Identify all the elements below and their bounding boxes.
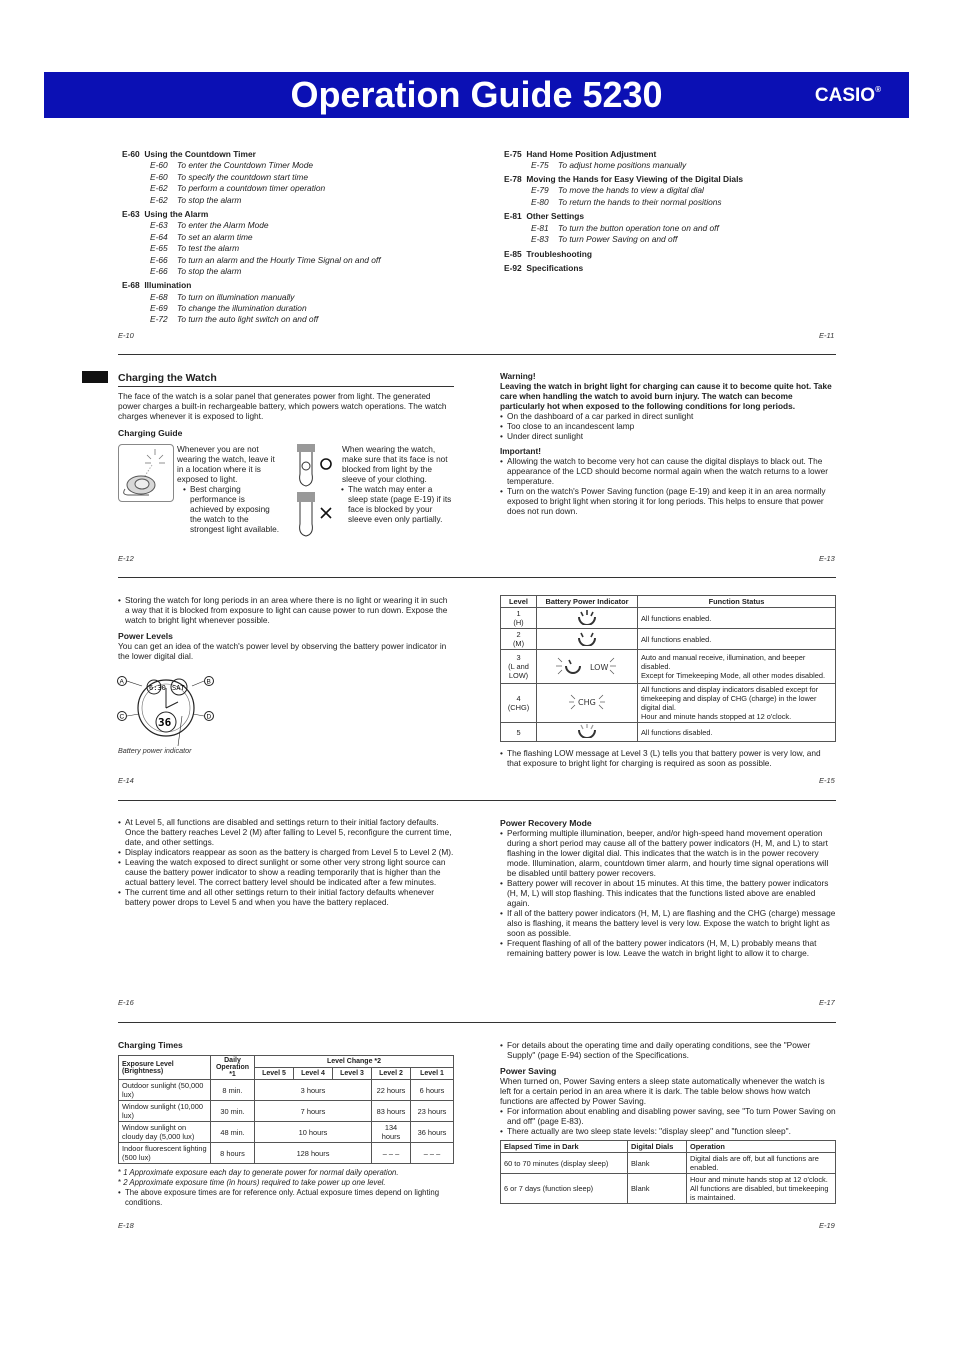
list-item: • If all of the battery power indicators (H, M, L) are flashing and the CHG (charge) message also is flashing, it means the battery level is very low. Expose the watch to bright light as soon as possible.: [507, 908, 836, 938]
page-number: E-18: [118, 1221, 134, 1230]
battery-indicator-l-icon: [537, 650, 638, 684]
table-cell: 8 min.: [211, 1080, 255, 1101]
divider: [118, 800, 836, 801]
list-item: • Under direct sunlight: [507, 431, 836, 441]
table-header: Digital Dials: [628, 1141, 687, 1153]
table-cell: 3 hours: [255, 1080, 372, 1101]
warning-section: [500, 371, 836, 516]
table-cell: 134 hours: [372, 1122, 411, 1143]
battery-indicator-h-icon: [537, 608, 638, 629]
table-cell: 48 min.: [211, 1122, 255, 1143]
table-cell: Window sunlight on cloudy day (5,000 lux): [119, 1122, 211, 1143]
list-item: • Leaving the watch exposed to direct sunlight or some other very strong light source can cause the battery power indicator to show a reading temporarily that is higher than the actual battery level. The correct battery level should be indicated after a few minutes.: [125, 857, 454, 887]
table-header: Level 2: [372, 1068, 411, 1080]
list-item: • For details about the operating time and daily operating conditions, see the "Power Supply" (page E-94) section of the Specifications.: [507, 1040, 836, 1060]
diagram-caption: Battery power indicator: [118, 746, 192, 755]
list-item: • For information about enabling and disabling power saving, see "To turn Power Saving on and off" (page E-83).: [507, 1106, 836, 1126]
toc-left: E-60 Using the Countdown Timer E-60 To enter the Countdown Timer Mode E-60 To specify the countdown start time E-62 To perform a countdown timer operation E-62 To stop the alarm E-63 Using the Alarm E-63 To enter the Alarm Mode E-64 To set an alarm time E-65 To test the alarm E-66 To turn an alarm and the Hourly Time Signal on and off E-66 To stop the alarm E-68 Illumination E-68 To turn on illumination manually E-69 To change the illumination duration E-72 To turn the auto light switch on and off: [122, 149, 381, 324]
power-levels-section: [118, 595, 454, 661]
charging-times-table: [118, 1055, 454, 1164]
table-cell: – – –: [372, 1143, 411, 1164]
button-c-label: C: [119, 713, 125, 721]
charge-indicator-icon: [537, 684, 638, 723]
heading-rule: [118, 386, 454, 387]
table-cell: 5: [501, 723, 537, 742]
power-saving-table: [500, 1140, 836, 1204]
power-recovery-heading: Power Recovery Mode: [500, 818, 592, 828]
table-cell: – – –: [411, 1143, 454, 1164]
charging-guide-heading: Charging Guide: [118, 428, 183, 438]
important-label: Important!: [500, 446, 542, 456]
table-header: Level 3: [333, 1068, 372, 1080]
button-b-label: B: [206, 678, 211, 686]
table-cell: Hour and minute hands stop at 12 o'clock. All functions are disabled, but timekeeping is maintained.: [687, 1174, 836, 1204]
table-cell: Window sunlight (10,000 lux): [119, 1101, 211, 1122]
table-cell: 4 (CHG): [501, 684, 537, 723]
page-number: E-12: [118, 554, 134, 563]
table-header: Daily Operation *1: [211, 1056, 255, 1080]
list-item: • At Level 5, all functions are disabled and settings return to their initial factory defaults. Once the battery reaches Level 2 (M) after falling to Level 5, reconfigure the current time, date, and other settings.: [125, 817, 454, 847]
table-cell: All functions and display indicators disabled except for timekeeping and display of CHG (charge) in the lower digital dial. Hour and minute hands stopped at 12 o'clock.: [638, 684, 836, 723]
battery-indicator-empty-icon: [537, 723, 638, 742]
table-cell: 83 hours: [372, 1101, 411, 1122]
page-number: E-17: [819, 998, 835, 1007]
power-levels-text: You can get an idea of the watch's power level by observing the battery power indicator in the lower digital dial.: [118, 641, 447, 661]
casio-logo: CASIO®: [814, 85, 881, 106]
page-number: E-14: [118, 776, 134, 785]
list-item: • Storing the watch for long periods in an area where there is no light or wearing it in such a way that it is blocked from exposure to light can cause power to run down. Expose the watch to bright light whenever possible.: [125, 595, 454, 625]
footnote-1: * 1 Approximate exposure each day to generate power for normal daily operation.: [118, 1168, 399, 1177]
header-banner: [44, 72, 909, 118]
button-d-label: D: [206, 713, 212, 721]
table-cell: 128 hours: [255, 1143, 372, 1164]
table-cell: 6 hours: [411, 1080, 454, 1101]
list-item: • Display indicators reappear as soon as the battery is charged from Level 5 to Level 2 (M).: [125, 847, 454, 857]
charging-section: [118, 372, 454, 438]
table-header: Battery Power Indicator: [537, 596, 638, 608]
list-item: • Too close to an incandescent lamp: [507, 421, 836, 431]
list-item: • On the dashboard of a car parked in direct sunlight: [507, 411, 836, 421]
level-notes-section: [118, 817, 454, 907]
section-tab: [82, 371, 108, 383]
level-note: • The flashing LOW message at Level 3 (L) tells you that battery power is very low, and that exposure to bright light for charging is required as soon as possible.: [507, 748, 836, 768]
list-item: • Battery power will recover in about 15 minutes. At this time, the battery power indicators (H, M, L) will stop flashing. This indicates that the functions listed above are enabled again.: [507, 878, 836, 908]
table-header: Level 5: [255, 1068, 294, 1080]
table-cell: 1 (H): [501, 608, 537, 629]
table-cell: All functions enabled.: [638, 629, 836, 650]
table-cell: Indoor fluorescent lighting (500 lux): [119, 1143, 211, 1164]
table-header: Level Change *2: [255, 1056, 454, 1068]
list-item: • Frequent flashing of all of the battery power indicators (H, M, L) probably means that remaining battery power is low. Leave the watch in bright light to allow it to charge.: [507, 938, 836, 958]
watch-face-diagram: [116, 670, 216, 746]
wrist-illustration: [294, 444, 336, 538]
list-item: • Performing multiple illumination, beeper, and/or high-speed hand movement operation during a short period may cause all of the battery power indicators (H, M, and L) to start flashing in the lower digital dial. This indicates that the watch is in the power recovery mode. Illumination, alarm, countdown timer alarm, and hourly time signal operations will be disabled until battery power recovers.: [507, 828, 836, 878]
page-number: E-11: [819, 331, 835, 340]
power-level-table: [500, 595, 836, 742]
table-cell: 30 min.: [211, 1101, 255, 1122]
chg-indicator-text: CHG: [578, 698, 596, 707]
table-cell: Auto and manual receive, illumination, and beeper disabled. Except for Timekeeping Mode, all other modes disabled.: [638, 650, 836, 684]
button-a-label: A: [119, 678, 124, 686]
power-level-table-section: [500, 595, 836, 768]
table-cell: 6 or 7 days (function sleep): [501, 1174, 628, 1204]
footnote-2: * 2 Approximate exposure time (in hours) required to take power up one level.: [118, 1178, 386, 1187]
list-item: • Turn on the watch's Power Saving function (page E-19) and keep it in an area normally exposed to bright light when storing it for long periods. This helps to ensure that power does not run down.: [507, 486, 836, 516]
divider: [118, 577, 836, 578]
page-number: E-16: [118, 998, 134, 1007]
table-header: Level 1: [411, 1068, 454, 1080]
table-cell: 2 (M): [501, 629, 537, 650]
table-cell: 10 hours: [255, 1122, 372, 1143]
table-header: Exposure Level (Brightness): [119, 1056, 211, 1080]
guide-text-2: When wearing the watch, make sure that its face is not blocked from light by the sleeve of your clothing. • The watch may enter a sleep state (page E-19) if its face is blocked by your sleeve even only partially.: [342, 444, 454, 524]
battery-indicator-m-icon: [537, 629, 638, 650]
charging-intro: The face of the watch is a solar panel that generates power from light. The generated power charges a built-in rechargeable battery, which powers watch operations. The watch charges whenever it is exposed to light.: [118, 391, 447, 421]
low-indicator-text: LOW: [590, 662, 609, 672]
table-cell: Digital dials are off, but all functions are enabled.: [687, 1153, 836, 1174]
table-cell: 3 (L and LOW): [501, 650, 537, 684]
footnote-3: • The above exposure times are for reference only. Actual exposure times depend on lighting conditions.: [125, 1188, 454, 1208]
dial-date: 36: [158, 716, 172, 729]
power-saving-heading: Power Saving: [500, 1066, 557, 1076]
table-cell: Blank: [628, 1153, 687, 1174]
page-number: E-19: [819, 1221, 835, 1230]
list-item: • There actually are two sleep state levels: "display sleep" and "function sleep".: [507, 1126, 836, 1136]
page-number: E-15: [819, 776, 835, 785]
table-header: Level: [501, 596, 537, 608]
table-header: Elapsed Time in Dark: [501, 1141, 628, 1153]
power-recovery-section: [500, 818, 836, 958]
page-number: E-13: [819, 554, 835, 563]
guide-text-1: Whenever you are not wearing the watch, leave it in a location where it is exposed to light. • Best charging performance is achieved by exposing the watch to the strongest light available.: [177, 444, 280, 534]
warning-text: Leaving the watch in bright light for charging can cause it to become quite hot. Take care when handling the watch to avoid burn injury. The watch can become particularly hot when exposed to the following conditions for long periods.: [500, 381, 832, 411]
table-cell: 36 hours: [411, 1122, 454, 1143]
table-header: Level 4: [294, 1068, 333, 1080]
warning-label: Warning!: [500, 371, 536, 381]
table-cell: All functions disabled.: [638, 723, 836, 742]
table-cell: All functions enabled.: [638, 608, 836, 629]
divider: [118, 1022, 836, 1023]
power-levels-heading: Power Levels: [118, 631, 173, 641]
dial-day: SAT: [172, 684, 185, 692]
table-cell: 60 to 70 minutes (display sleep): [501, 1153, 628, 1174]
power-saving-text: When turned on, Power Saving enters a sleep state automatically whenever the watch is left for a certain period in an area where it is dark. The table below shows how watch functions are affected by Power Saving.: [500, 1076, 825, 1106]
table-header: Operation: [687, 1141, 836, 1153]
table-cell: 23 hours: [411, 1101, 454, 1122]
table-header: Function Status: [638, 596, 836, 608]
table-cell: Outdoor sunlight (50,000 lux): [119, 1080, 211, 1101]
divider: [118, 354, 836, 355]
charging-times-heading: Charging Times: [118, 1040, 183, 1050]
cross-icon: [321, 508, 331, 518]
list-item: • The current time and all other settings return to their initial factory defaults whenever battery power drops to Level 5 and when you have the battery replaced.: [125, 887, 454, 907]
table-cell: 7 hours: [255, 1101, 372, 1122]
page-title: Operation Guide 5230: [290, 74, 663, 115]
charging-times-section: [118, 1040, 454, 1208]
ok-circle-icon: [321, 459, 331, 469]
dial-time: 6:30: [149, 684, 166, 692]
watch-in-light-illustration: [118, 444, 174, 502]
table-cell: 22 hours: [372, 1080, 411, 1101]
power-saving-section: [500, 1040, 836, 1204]
section-heading: Charging the Watch: [118, 372, 217, 384]
toc-right: E-75 Hand Home Position Adjustment E-75 To adjust home positions manually E-78 Moving the Hands for Easy Viewing of the Digital Dials E-79 To move the hands to view a digital dial E-80 To return the hands to their normal positions E-81 Other Settings E-81 To turn the button operation tone on and off E-83 To turn Power Saving on and off E-85 Troubleshooting E-92 Specifications: [504, 149, 744, 273]
list-item: • Allowing the watch to become very hot can cause the digital displays to black out. The appearance of the LCD should become normal again when the watch returns to a lower temperature.: [507, 456, 836, 486]
page-number: E-10: [118, 331, 134, 340]
table-cell: 8 hours: [211, 1143, 255, 1164]
table-cell: Blank: [628, 1174, 687, 1204]
